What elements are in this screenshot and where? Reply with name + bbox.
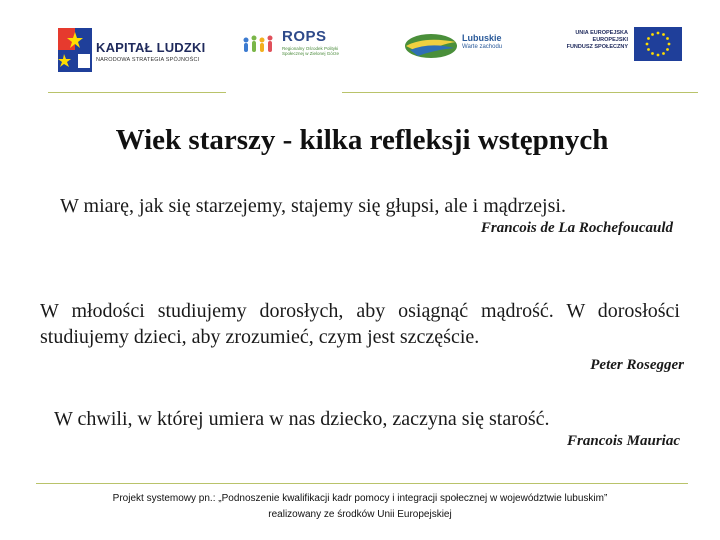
eu-logo-line-1: UNIA EUROPEJSKA (575, 30, 628, 36)
lubuskie-landscape-icon (404, 32, 458, 60)
slide-title: Wiek starszy - kilka refleksji wstępnych (115, 124, 609, 156)
quote-3-author: Francois Mauriac (567, 433, 680, 449)
footer (0, 491, 720, 523)
lubuskie-title: Lubuskie (462, 33, 502, 43)
kapital-ludzki-title: KAPITAŁ LUDZKI (96, 40, 206, 55)
rops-title: ROPS (282, 28, 327, 45)
quote-1-text: W miarę, jak się starzejemy, stajemy się głupsi, ale i mądrzejsi. (60, 195, 566, 217)
footer-line-1: Projekt systemowy pn.: „Podnoszenie kwalifikacji kadr pomocy i integracji społecznej w województwie lubuskim” (112, 493, 608, 504)
eu-logo (562, 27, 682, 63)
kapital-ludzki-logo (58, 28, 208, 72)
quote-3-text: W chwili, w której umiera w nas dziecko, zaczyna się starość. (54, 408, 550, 430)
rops-logo (242, 28, 342, 68)
rops-people-icon (242, 34, 278, 56)
footer-divider (36, 483, 688, 484)
quote-1-author: Francois de La Rochefoucauld (480, 220, 673, 236)
quote-2-text: W młodości studiujemy dorosłych, aby osiągnąć mądrość. W dorosłości studiujemy dzieci, aby zrozumieć, czym jest szczęście. (40, 300, 680, 348)
rops-subtitle: Regionalny Ośrodek Polityki Społecznej w Zielonej Górze (282, 46, 340, 56)
lubuskie-logo (404, 30, 514, 64)
footer-line-2: realizowany ze środków Unii Europejskiej (268, 509, 452, 520)
header-divider-left (48, 92, 226, 93)
quote-2-author: Peter Rosegger (590, 357, 684, 373)
kapital-ludzki-subtitle: NARODOWA STRATEGIA SPÓJNOŚCI (96, 57, 200, 63)
kapital-ludzki-mark-icon (58, 28, 92, 72)
eu-flag-icon (634, 27, 682, 61)
logo-bar (0, 0, 720, 95)
eu-logo-line-2: EUROPEJSKI (592, 37, 628, 43)
header-divider-right (342, 92, 698, 93)
eu-logo-line-3: FUNDUSZ SPOŁECZNY (566, 44, 628, 50)
lubuskie-subtitle: Warte zachodu (462, 44, 503, 50)
eu-logo-text (562, 30, 628, 51)
